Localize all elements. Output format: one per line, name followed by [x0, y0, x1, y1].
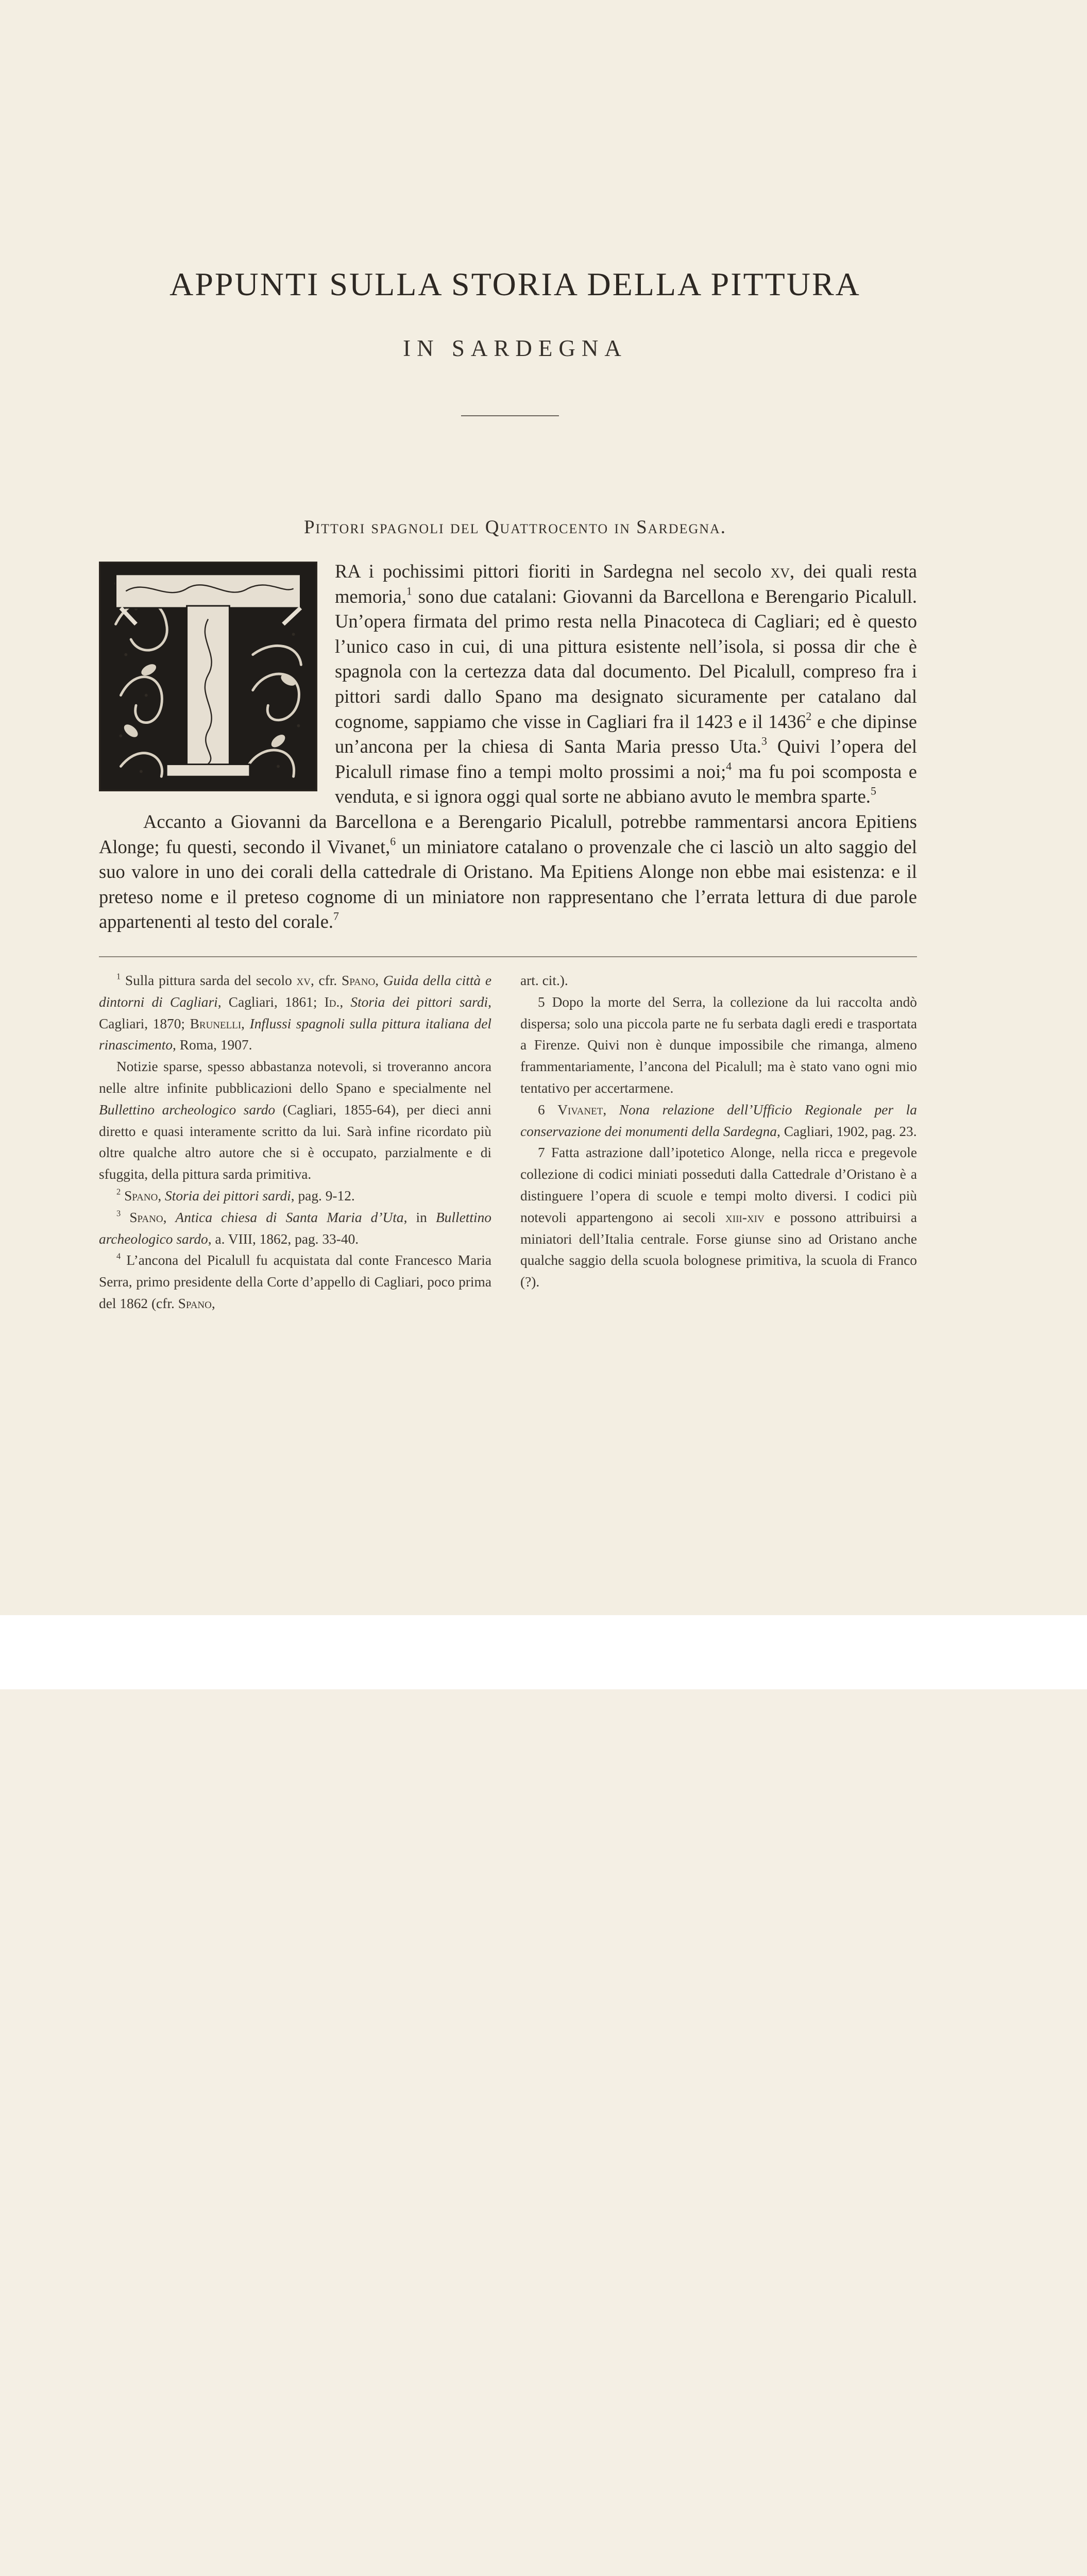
footnote-6: 6 Vivanet, Nona relazione dell’Ufficio Regionale per la conservazione dei monumenti della Sardegna, Cagliari, 1902, pag. 23. [520, 1101, 917, 1139]
article-body [99, 559, 917, 935]
footnotes-left-column [99, 970, 491, 1315]
footnote-4: $^4$ L’ancona del Picalull fu acquistata dal conte Francesco Maria Serra, primo presidente della Corte d’appello di Cagliari, poco prima del 1862 (cfr. Spano, [99, 1251, 491, 1311]
article-subtitle: IN SARDEGNA [403, 335, 627, 361]
footnote-1: $^1$ Sulla pittura sarda del secolo xv, cfr. Spano, Guida della città e dintorni di Cagliari, Cagliari, 1861; Id., Storia dei pittori sardi, Cagliari, 1870; Brunelli, Influssi spagnoli sulla pittura italiana del rinascimento, Roma, 1907. [99, 971, 491, 1053]
paragraph-1: RA i pochissimi pittori fioriti in Sardegna nel secolo xv, dei quali resta memoria,$^1$ sono due catalani: Giovanni da Barcellona e Berengario Picalull. Un’opera firmata del primo resta nella Pinacoteca di Cagliari; ed è questo l’unico caso in cui, di una pittura esistente nell’isola, si possa dir che è spagnola con la certezza data dal documento. Del Picalull, compreso fra i pittori sardi dallo Spano ma designato sicuramente per catalano dal cognome, sappiamo che visse in Cagliari fra il 1423 e il 1436$^2$ e che dipinse un’ancona per la chiesa di Santa Maria presso Uta.$^3$ Quivi l’opera del Picalull rimase fino a tempi molto prossimi a noi;$^4$ ma fu poi scomposta e venduta, e si ignora oggi qual sorte ne abbiano avuto le membra sparte.$^5$ [99, 559, 917, 809]
footnote-divider [99, 956, 917, 957]
footnote-1-continued: Notizie sparse, spesso abbastanza notevoli, si troveranno ancora nelle altre infinite pubblicazioni dello Spano e specialmente nel Bullettino archeologico sardo (Cagliari, 1855-64), per dieci anni diretto e quasi interamente scritto da lui. Sarà infine ricordato più oltre qualche altro autore che si è occupato, parzialmente e di sfuggita, della pittura sarda primitiva. [99, 1059, 491, 1182]
footnote-3: $^3$ Spano, Antica chiesa di Santa Maria d’Uta, in Bullettino archeologico sardo, a. VIII, 1862, pag. 33-40. [99, 1208, 491, 1247]
footnotes-right-column [520, 970, 917, 1293]
decorated-initial-t-icon [99, 562, 317, 791]
viewer-footer [0, 1615, 1087, 1689]
footnote-2: $^2$ Spano, Storia dei pittori sardi, pag. 9-12. [116, 1187, 355, 1204]
article-title: APPUNTI SULLA STORIA DELLA PITTURA [169, 266, 861, 302]
paragraph-2: Accanto a Giovanni da Barcellona e a Berengario Picalull, potrebbe rammentarsi ancora Epitiens Alonge; fu questi, secondo il Vivanet,$^6$ un miniatore catalano o provenzale che ci lasciò un alto saggio del suo valore in uno dei corali della cattedrale di Oristano. Ma Epitiens Alonge non ebbe mai esistenza: e il preteso nome e il preteso cognome di un miniatore non rappresentano che l’errata lettura di due parole appartenenti al testo del corale.$^7$ [99, 810, 917, 933]
title-divider [461, 415, 559, 416]
footnote-7: 7 Fatta astrazione dall’ipotetico Alonge, nella ricca e pregevole collezione di codici miniati posseduti dalla Cattedrale d’Oristano è a distinguere l’opera di scuole e tempi molto diversi. I codici più notevoli appartengono ai secoli xiii-xiv e possono attribuirsi a miniatori dell’Italia centrale. Forse giunse sino ad Oristano anche qualche saggio della scuola bolognese primitiva, la scuola di Franco (?). [520, 1145, 917, 1290]
section-heading: Pittori spagnoli del Quattrocento in Sardegna. [303, 517, 727, 538]
footnote-5: 5 Dopo la morte del Serra, la collezione da lui raccolta andò dispersa; solo una piccola parte ne fu serbata dagli eredi e trasportata a Firenze. Quivi non è dunque impossibile che rimanga, almeno frammentariamente, l’ancona del Picalull; ma è stato vano ogni mio tentativo per accertarmene. [520, 994, 917, 1096]
footnote-4-continued: art. cit.). [520, 973, 568, 988]
